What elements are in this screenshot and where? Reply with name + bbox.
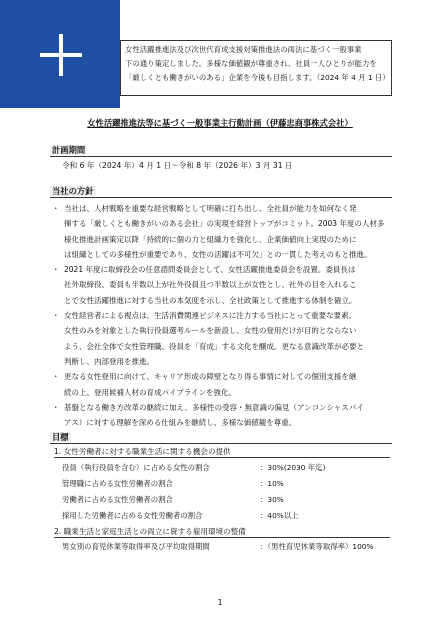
target-row-value: ：（男性育児休業等取得率）100% <box>260 542 374 551</box>
policy-line: ・ 当社は、人材戦略を重要な経営戦略として明確に打ち出し、全社員が能力を如何なく発 <box>64 204 357 213</box>
policy-list <box>50 201 394 430</box>
policy-line: よう、会社全体で女性管理職、役員を「育成」する文化を醸成。更なる意識改革が必要と <box>64 341 364 351</box>
target-row-value: ：10% <box>260 479 284 488</box>
target-row-label: 労働者に占める女性労働者の割合 <box>62 495 173 504</box>
target-row-value: ：30%(2030 年迄) <box>260 463 326 472</box>
policy-line: ・ 女性経営者による視点は、生活消費関連ビジネスに注力する当社にとって重要な要素。 <box>64 311 357 321</box>
plan-period-heading-text: 計画期間 <box>52 145 86 155</box>
policy-bullet <box>50 201 394 262</box>
intro-line: 「厳しくとも働きがいのある」企業を今後も目指します。（2024 年 4 月 1 日） <box>125 73 390 82</box>
policy-line: ・ 更なる女性登用に向けて、キャリア形成の障壁となり得る事情に対しての個別支援を継 <box>64 372 357 382</box>
target-row-value: ：30% <box>260 495 284 504</box>
policy-line: とで女性活躍推進に対する当社の本気度を示し、全社政策として推進する体制を確立。 <box>64 295 357 305</box>
policy-line: 社外取締役、委員も半数以上が社外役員且つ半数以上が女性とし、社外の目を入れるこ <box>64 280 357 290</box>
policy-bullet <box>50 369 394 400</box>
targets-heading-text: 目標 <box>52 432 69 442</box>
target-group-1-title: 1. 女性労働者に対する職業生活に関する機会の提供 <box>54 446 390 458</box>
policy-line: 様化推進計画策定以降「持続的に個の力と組織力を強化し、企業価値向上実現のために <box>64 234 357 244</box>
policy-line: ・ 基盤となる働き方改革の継続に加え、多様性の受容・無意識の偏見（アンコンシャスバイ <box>64 402 364 412</box>
policy-bullet <box>50 308 394 369</box>
target-row-label: 役員（執行役員を含む）に占める女性の割合 <box>62 463 210 472</box>
policy-line: 女性のみを対象とした執行役員選考ルールを新設し、女性の登用だけが目的とならない <box>64 326 357 336</box>
intro-line: 下の通り策定しました。多様な価値観が尊重され、社員一人ひとりが能力を <box>125 59 377 68</box>
policy-line: 続の上、登用候補人材の育成パイプラインを強化。 <box>64 387 237 397</box>
plan-period-text: 令和 6 年（2024 年）4 月 1 日～令和 8 年（2026 年）3 月 31 日 <box>62 161 293 170</box>
policy-heading <box>50 185 392 198</box>
target-row-value: ：40%以上 <box>260 511 299 520</box>
target-row-label: 管理職に占める女性労働者の割合 <box>62 479 173 488</box>
page-number: 1 <box>217 598 223 607</box>
intro-box <box>120 40 392 96</box>
blue-header-block <box>0 0 120 108</box>
policy-line: 判断し、内部登用を推進。 <box>64 356 154 366</box>
targets-heading <box>50 431 392 444</box>
page-title: 女性活躍推進法等に基づく一般事業主行動計画（伊藤忠商事株式会社） <box>87 118 353 128</box>
policy-bullet <box>50 262 394 308</box>
plan-period-heading <box>50 144 392 157</box>
policy-line: ・ 2021 年度に取締役会の任意諮問委員会として、女性活躍推進委員会を設置。委員長は <box>64 265 356 275</box>
policy-line: 揮する「厳しくとも働きがいのある会社」の実現を経営トップがコミット。2003 年度の人材多 <box>64 219 385 229</box>
intro-line: 女性活躍推進法及び次世代育成支援対策推進法の両法に基づく一般事業 <box>125 45 362 54</box>
target-row-label: 採用した労働者に占める女性労働者の割合 <box>62 511 203 520</box>
plus-icon[interactable] <box>40 34 82 76</box>
policy-line: は組織としての多様性が重要であり、女性の活躍は不可欠」との一貫した考えのもと推進。 <box>64 249 372 259</box>
target-row-label: 男女別の育児休業等取得率及び平均取得期間 <box>62 542 210 551</box>
policy-line: アス）に対する理解を深める仕組みを継続し、多様な価値観を尊重。 <box>64 418 297 428</box>
policy-bullet <box>50 400 394 431</box>
policy-heading-text: 当社の方針 <box>52 186 94 196</box>
target-group-2-title: 2. 職業生活と家庭生活との両立に資する雇用環境の整備 <box>54 526 390 538</box>
